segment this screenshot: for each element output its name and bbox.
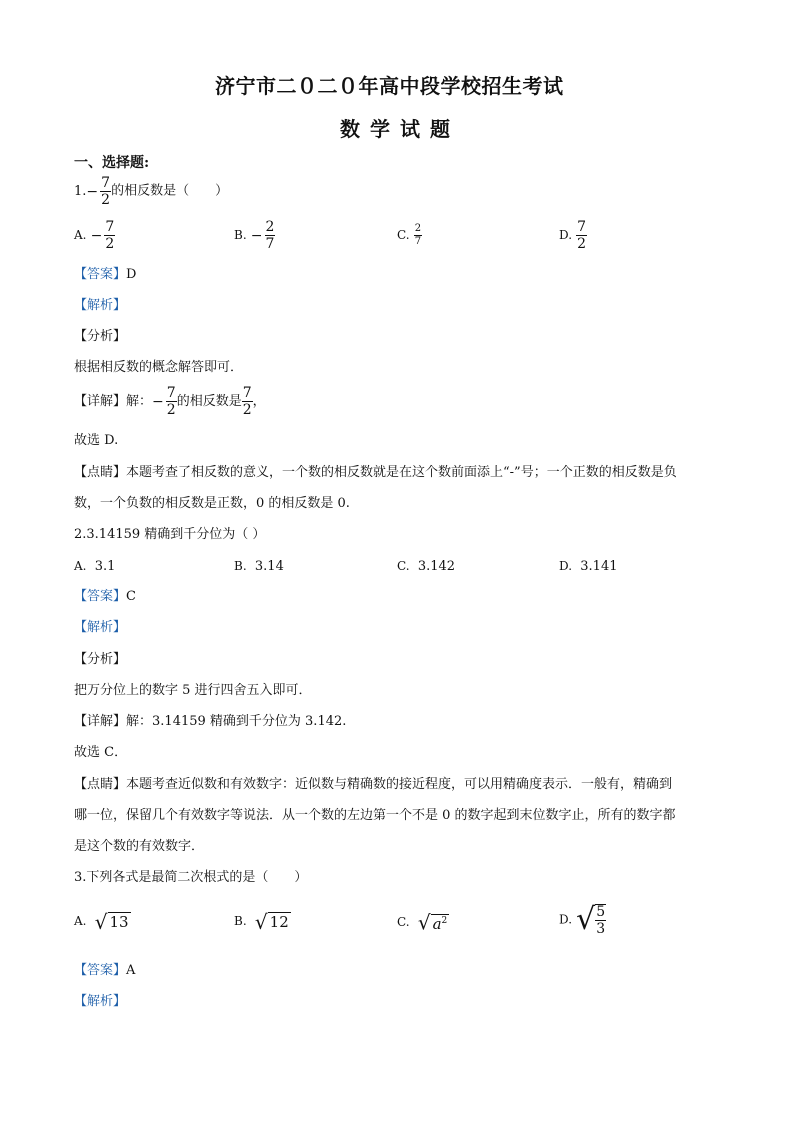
page-subtitle: 数学试题 — [340, 117, 460, 141]
q2-fenxi-label: 【分析】 — [74, 652, 127, 667]
q3-option-c: C. √ $a^2$ — [397, 910, 448, 935]
q2-comment-2: 哪一位，保留几个有效数字等说法．从一个数的左边第一个不是 0 的数字起到末位数字止，所有的数字都 — [74, 808, 676, 823]
q1-analysis-label: 【解析】 — [74, 298, 127, 313]
q1-detail: 【详解】解：− $\frac{7}{2}$ 的相反数是 $\frac{7}{2}$ ， — [74, 385, 266, 418]
q1-option-d: D. $\frac{7}{2}$ — [559, 219, 587, 252]
q2-comment-3: 是这个数的有效数字． — [74, 839, 205, 854]
q2-comment-1: 【点睛】本题考查近似数和有效数字：近似数与精确数的接近程度，可以用精确度表示．一般有，精确到 — [74, 777, 673, 792]
q1-fraction: $\frac{7}{2}$ — [101, 175, 111, 208]
q1-fenxi-label: 【分析】 — [74, 329, 127, 344]
q3-option-a: A. √ 13 — [74, 910, 129, 934]
q1-option-c: C. $\frac{2}{7}$ — [397, 223, 422, 247]
q1-answer: 【答案】D — [74, 267, 137, 282]
q3-option-b: B. √ 12 — [234, 910, 289, 934]
q3-analysis-label: 【解析】 — [74, 994, 127, 1009]
q1-choose: 故选 D. — [74, 433, 119, 448]
q1-comment-2: 数，一个负数的相反数是正数，0 的相反数是 0. — [74, 496, 350, 511]
q2-analysis-label: 【解析】 — [74, 620, 127, 635]
question-3-stem: 3.下列各式是最简二次根式的是（ ） — [74, 870, 308, 885]
q1-option-a: A. − $\frac{7}{2}$ — [74, 219, 115, 252]
q1-fenxi-text: 根据相反数的概念解答即可． — [74, 360, 244, 375]
q2-option-d: D. 3.141 — [559, 559, 618, 574]
q2-detail: 【详解】解：3.14159 精确到千分位为 3.142. — [74, 714, 347, 729]
q3-answer: 【答案】A — [74, 963, 136, 978]
q3-option-d: D. √ $\frac{5}{3}$ — [559, 902, 606, 937]
q2-option-a: A. 3.1 — [74, 559, 116, 574]
q1-option-b: B. − $\frac{2}{7}$ — [234, 219, 275, 252]
question-2-stem: 2.3.14159 精确到千分位为（ ） — [74, 527, 266, 542]
q2-choose: 故选 C． — [74, 745, 128, 760]
question-1-stem: 1.− $\frac{7}{2}$ 的相反数是（ ） — [74, 175, 229, 208]
q2-option-b: B. 3.14 — [234, 559, 284, 574]
q1-comment-1: 【点睛】本题考查了相反数的意义，一个数的相反数就是在这个数前面添上“-”号；一个正数的相反数是负 — [74, 465, 677, 480]
q2-fenxi-text: 把万分位上的数字 5 进行四舍五入即可． — [74, 683, 312, 698]
q2-answer: 【答案】C — [74, 589, 136, 604]
page-title: 济宁市二０二０年高中段学校招生考试 — [215, 74, 564, 98]
section-heading: 一、选择题: — [74, 155, 150, 171]
q2-option-c: C. 3.142 — [397, 559, 456, 574]
